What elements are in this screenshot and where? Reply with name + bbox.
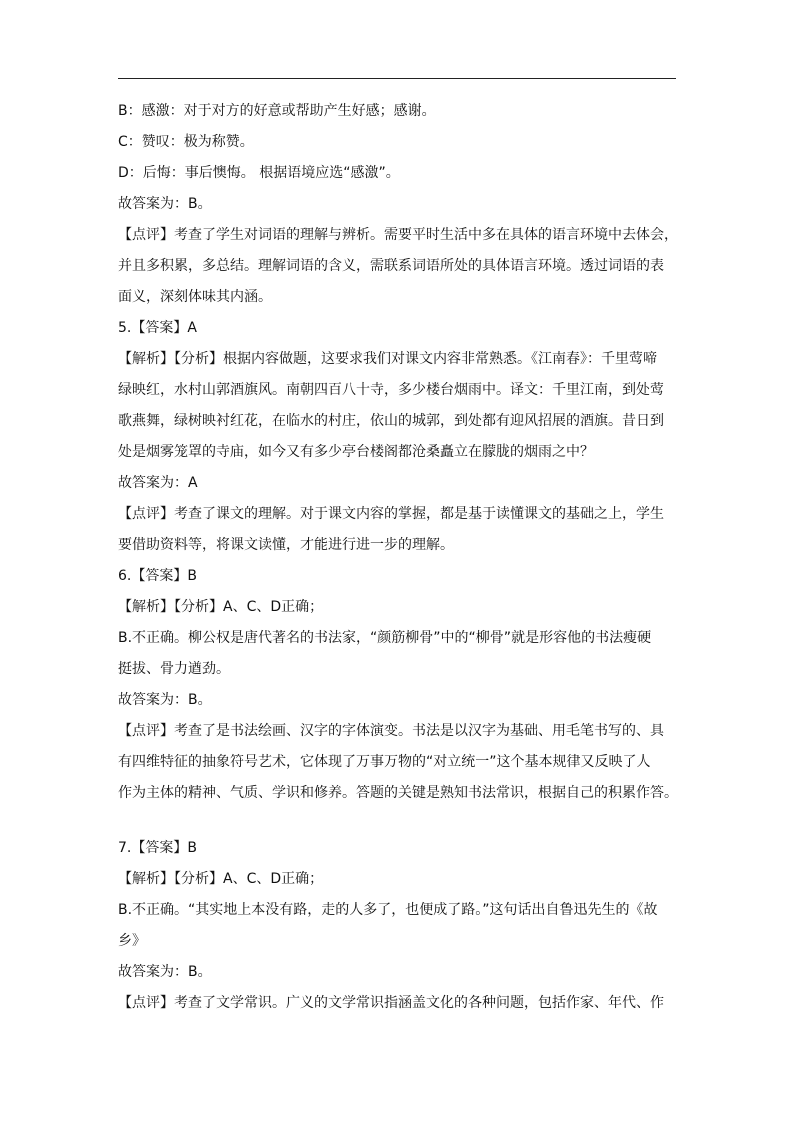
text-line: C：赞叹：极为称赞。	[118, 134, 254, 150]
text-line: 【解析】【分析】A、C、D正确；	[118, 871, 324, 887]
text-line: 有四维特征的抽象符号艺术，它体现了万事万物的“对立统一”这个基本规律又反映了人	[118, 754, 651, 770]
question-answer-heading: 6.【答案】B	[118, 568, 197, 584]
text-line: 【点评】考查了学生对词语的理解与辨析。需要平时生活中多在具体的语言环境中去体会，	[118, 227, 678, 243]
text-line: 乡》	[118, 933, 146, 949]
text-line: B.不正确。柳公权是唐代著名的书法家，“颜筋柳骨”中的“柳骨”就是形容他的书法瘦硬	[118, 630, 652, 646]
text-line: 歌燕舞，绿树映衬红花，在临水的村庄，依山的城郭，到处都有迎风招展的酒旗。昔日到	[118, 413, 664, 429]
text-line: 故答案为：B。	[118, 196, 212, 212]
paragraph-gap	[118, 809, 678, 833]
text-line: 面义，深刻体味其内涵。	[118, 289, 272, 305]
text-line: 挺拔、骨力遒劲。	[118, 661, 230, 677]
text-line: 故答案为：A	[118, 475, 198, 491]
text-line: 【点评】考查了是书法绘画、汉字的字体演变。书法是以汉字为基础、用毛笔书写的、具	[118, 723, 664, 739]
text-line: B：感激：对于对方的好意或帮助产生好感；感谢。	[118, 103, 436, 119]
text-line: 故答案为：B。	[118, 692, 212, 708]
text-line: 处是烟雾笼罩的寺庙，如今又有多少亭台楼阁都沧桑矗立在朦胧的烟雨之中？	[118, 444, 594, 460]
text-line: B.不正确。“其实地上本没有路，走的人多了，也便成了路。”这句话出自鲁迅先生的《故	[118, 902, 658, 918]
text-line: 【解析】【分析】A、C、D正确；	[118, 599, 324, 615]
text-line: 故答案为：B。	[118, 964, 212, 980]
text-line: 要借助资料等，将课文读懂，才能进行进一步的理解。	[118, 537, 454, 553]
text-line: 作为主体的精神、气质、学识和修养。答题的关键是熟知书法常识，根据自己的积累作答。	[118, 785, 678, 801]
question-answer-heading: 7.【答案】B	[118, 840, 197, 856]
text-line: 绿映红，水村山郭酒旗风。南朝四百八十寺，多少楼台烟雨中。译文：千里江南，到处莺	[118, 382, 664, 398]
header-rule	[118, 78, 676, 79]
text-line: 【点评】考查了文学常识。广义的文学常识指涵盖文化的各种问题，包括作家、年代、作	[118, 995, 664, 1011]
document-body	[118, 96, 678, 1019]
text-line: 并且多积累，多总结。理解词语的含义，需联系词语所处的具体语言环境。透过词语的表	[118, 258, 664, 274]
question-answer-heading: 5.【答案】A	[118, 320, 197, 336]
text-line: 【点评】考查了课文的理解。对于课文内容的掌握，都是基于读懂课文的基础之上，学生	[118, 506, 664, 522]
text-line: 【解析】【分析】根据内容做题，这要求我们对课文内容非常熟悉。《江南春》：千里莺啼	[118, 351, 657, 367]
text-line: D：后悔：事后懊悔。 根据语境应选“感激”。	[118, 165, 400, 181]
